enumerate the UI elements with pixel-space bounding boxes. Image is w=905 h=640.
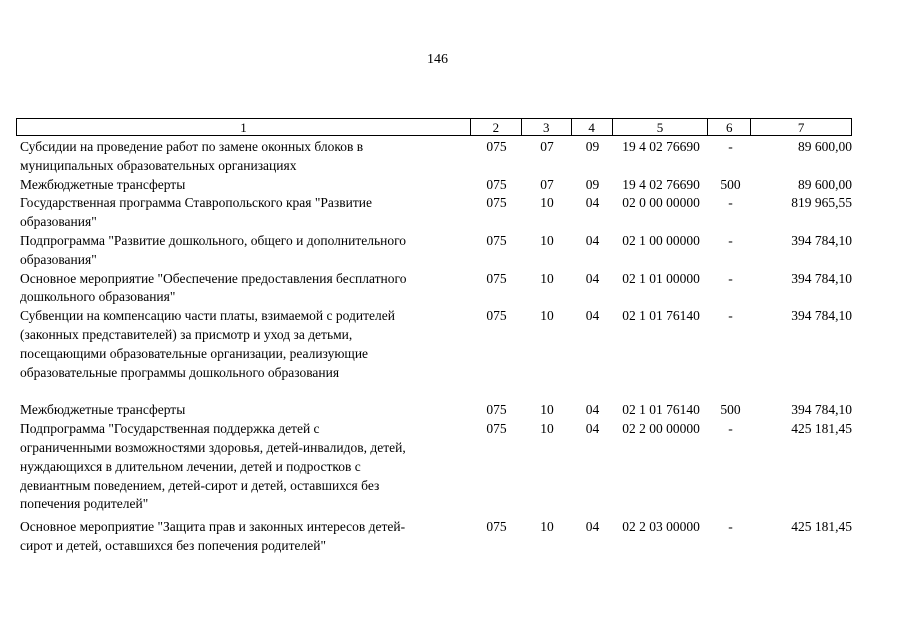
- cell-col-2: 075: [486, 232, 507, 248]
- cell-col-3: 10: [540, 402, 554, 418]
- description-line: Основное мероприятие "Обеспечение предоставления бесплатного: [20, 270, 407, 286]
- row-description: [20, 307, 471, 382]
- description-line: дошкольного образования": [20, 289, 176, 305]
- header-col-7: 7: [797, 120, 805, 135]
- cell-col-4: 04: [585, 195, 600, 211]
- cell-col-4: 04: [585, 232, 600, 248]
- cell-col-5: 02 1 00 00000: [622, 232, 700, 248]
- description-line: Подпрограмма "Развитие дошкольного, общего и дополнительного: [20, 232, 407, 248]
- description-line: посещающими образовательные организации, реализующие: [20, 345, 369, 361]
- table-row: [20, 138, 852, 176]
- header-col-1: 1: [17, 119, 471, 135]
- cell-col-3: 07: [540, 139, 554, 154]
- cell-col-2: 075: [486, 519, 507, 535]
- table-row: [20, 420, 852, 514]
- row-spacer: [20, 382, 852, 401]
- row-description: [20, 518, 471, 556]
- cell-col-7: 819 965,55: [791, 195, 852, 211]
- cell-col-5: 02 0 00 00000: [622, 195, 700, 211]
- table-row: [20, 194, 852, 232]
- cell-col-7: 89 600,00: [798, 139, 852, 154]
- description-line: сирот и детей, оставшихся без попечения родителей": [20, 537, 326, 553]
- table-row: [20, 270, 852, 308]
- cell-col-3: 10: [540, 270, 554, 286]
- description-line: (законных представителей) за присмотр и уход за детьми,: [20, 326, 353, 342]
- description-line: Основное мероприятие "Защита прав и законных интересов детей-: [20, 519, 406, 535]
- header-col-5: 5: [613, 119, 709, 135]
- cell-col-5: 02 1 01 76140: [622, 402, 700, 418]
- description-line: Межбюджетные трансферты: [20, 402, 186, 418]
- cell-col-6: 500: [720, 176, 741, 192]
- cell-col-4: 09: [585, 176, 600, 192]
- table-row: [20, 176, 852, 195]
- cell-col-6: -: [728, 195, 733, 211]
- cell-col-4: 04: [585, 402, 600, 418]
- cell-col-2: 075: [486, 176, 507, 192]
- cell-col-3: 07: [540, 176, 554, 192]
- cell-col-3: 10: [540, 421, 554, 437]
- cell-col-5: 02 1 01 00000: [622, 270, 700, 286]
- cell-col-3: 10: [540, 308, 554, 324]
- description-line: Субвенции на компенсацию части платы, взимаемой с родителей: [20, 308, 395, 324]
- description-line: ограниченными возможностями здоровья, детей-инвалидов, детей,: [20, 439, 406, 455]
- cell-col-7: 425 181,45: [791, 421, 852, 437]
- cell-col-7: 394 784,10: [791, 232, 852, 248]
- cell-col-2: 075: [486, 139, 507, 154]
- cell-col-2: 075: [486, 195, 507, 211]
- header-col-3: 3: [522, 119, 572, 135]
- row-description: [20, 138, 471, 176]
- description-line: образования": [20, 214, 97, 230]
- cell-col-2: 075: [486, 308, 507, 324]
- cell-col-6: -: [728, 232, 733, 248]
- table-row: [20, 401, 852, 420]
- header-col-4: 4: [572, 119, 613, 135]
- cell-col-4: 04: [585, 270, 600, 286]
- description-line: Субсидии на проведение работ по замене оконных блоков в: [20, 139, 364, 154]
- cell-col-6: -: [728, 139, 733, 154]
- header-col-2: 2: [471, 119, 522, 135]
- cell-col-2: 075: [486, 402, 507, 418]
- cell-col-6: -: [728, 519, 733, 535]
- description-line: Подпрограмма "Государственная поддержка детей с: [20, 421, 320, 437]
- cell-col-4: 04: [585, 519, 600, 535]
- row-description: [20, 194, 471, 232]
- table-row: [20, 232, 852, 270]
- description-line: Государственная программа Ставропольского края "Развитие: [20, 195, 372, 211]
- table-body: [20, 138, 852, 556]
- row-description: [20, 401, 471, 420]
- cell-col-7: 394 784,10: [791, 270, 852, 286]
- cell-col-7: 425 181,45: [791, 519, 852, 535]
- cell-col-6: -: [728, 308, 733, 324]
- cell-col-5: 02 2 00 00000: [622, 421, 700, 437]
- description-line: попечения родителей": [20, 496, 149, 512]
- description-line: образования": [20, 251, 97, 267]
- cell-col-2: 075: [486, 270, 507, 286]
- header-col-6: 6: [708, 119, 751, 135]
- cell-col-2: 075: [486, 421, 507, 437]
- cell-col-4: 04: [585, 308, 600, 324]
- cell-col-3: 10: [540, 232, 554, 248]
- cell-col-5: 19 4 02 76690: [622, 139, 700, 154]
- cell-col-3: 10: [540, 195, 554, 211]
- cell-col-7: 394 784,10: [791, 402, 852, 418]
- cell-col-5: 02 1 01 76140: [622, 308, 700, 324]
- table-row: [20, 307, 852, 382]
- cell-col-7: 89 600,00: [798, 176, 852, 192]
- description-line: муниципальных образовательных организациях: [20, 157, 297, 173]
- cell-col-5: 02 2 03 00000: [622, 519, 700, 535]
- cell-col-4: 04: [585, 421, 600, 437]
- description-line: нуждающихся в длительном лечении, детей и подростков с: [20, 458, 361, 474]
- cell-col-7: 394 784,10: [791, 308, 852, 324]
- page-number: 146: [427, 52, 448, 67]
- description-line: образовательные программы дошкольного образования: [20, 364, 340, 380]
- table-header: [16, 118, 852, 136]
- description-line: Межбюджетные трансферты: [20, 176, 186, 192]
- description-line: девиантным поведением, детей-сирот и детей, оставшихся без: [20, 477, 380, 493]
- table-row: [20, 518, 852, 556]
- cell-col-3: 10: [540, 519, 554, 535]
- cell-col-6: -: [728, 421, 733, 437]
- cell-col-5: 19 4 02 76690: [622, 176, 700, 192]
- cell-col-4: 09: [585, 139, 600, 154]
- row-description: [20, 420, 471, 514]
- cell-col-6: 500: [720, 402, 741, 418]
- row-description: [20, 176, 471, 195]
- row-description: [20, 232, 471, 270]
- row-description: [20, 270, 471, 308]
- cell-col-6: -: [728, 270, 733, 286]
